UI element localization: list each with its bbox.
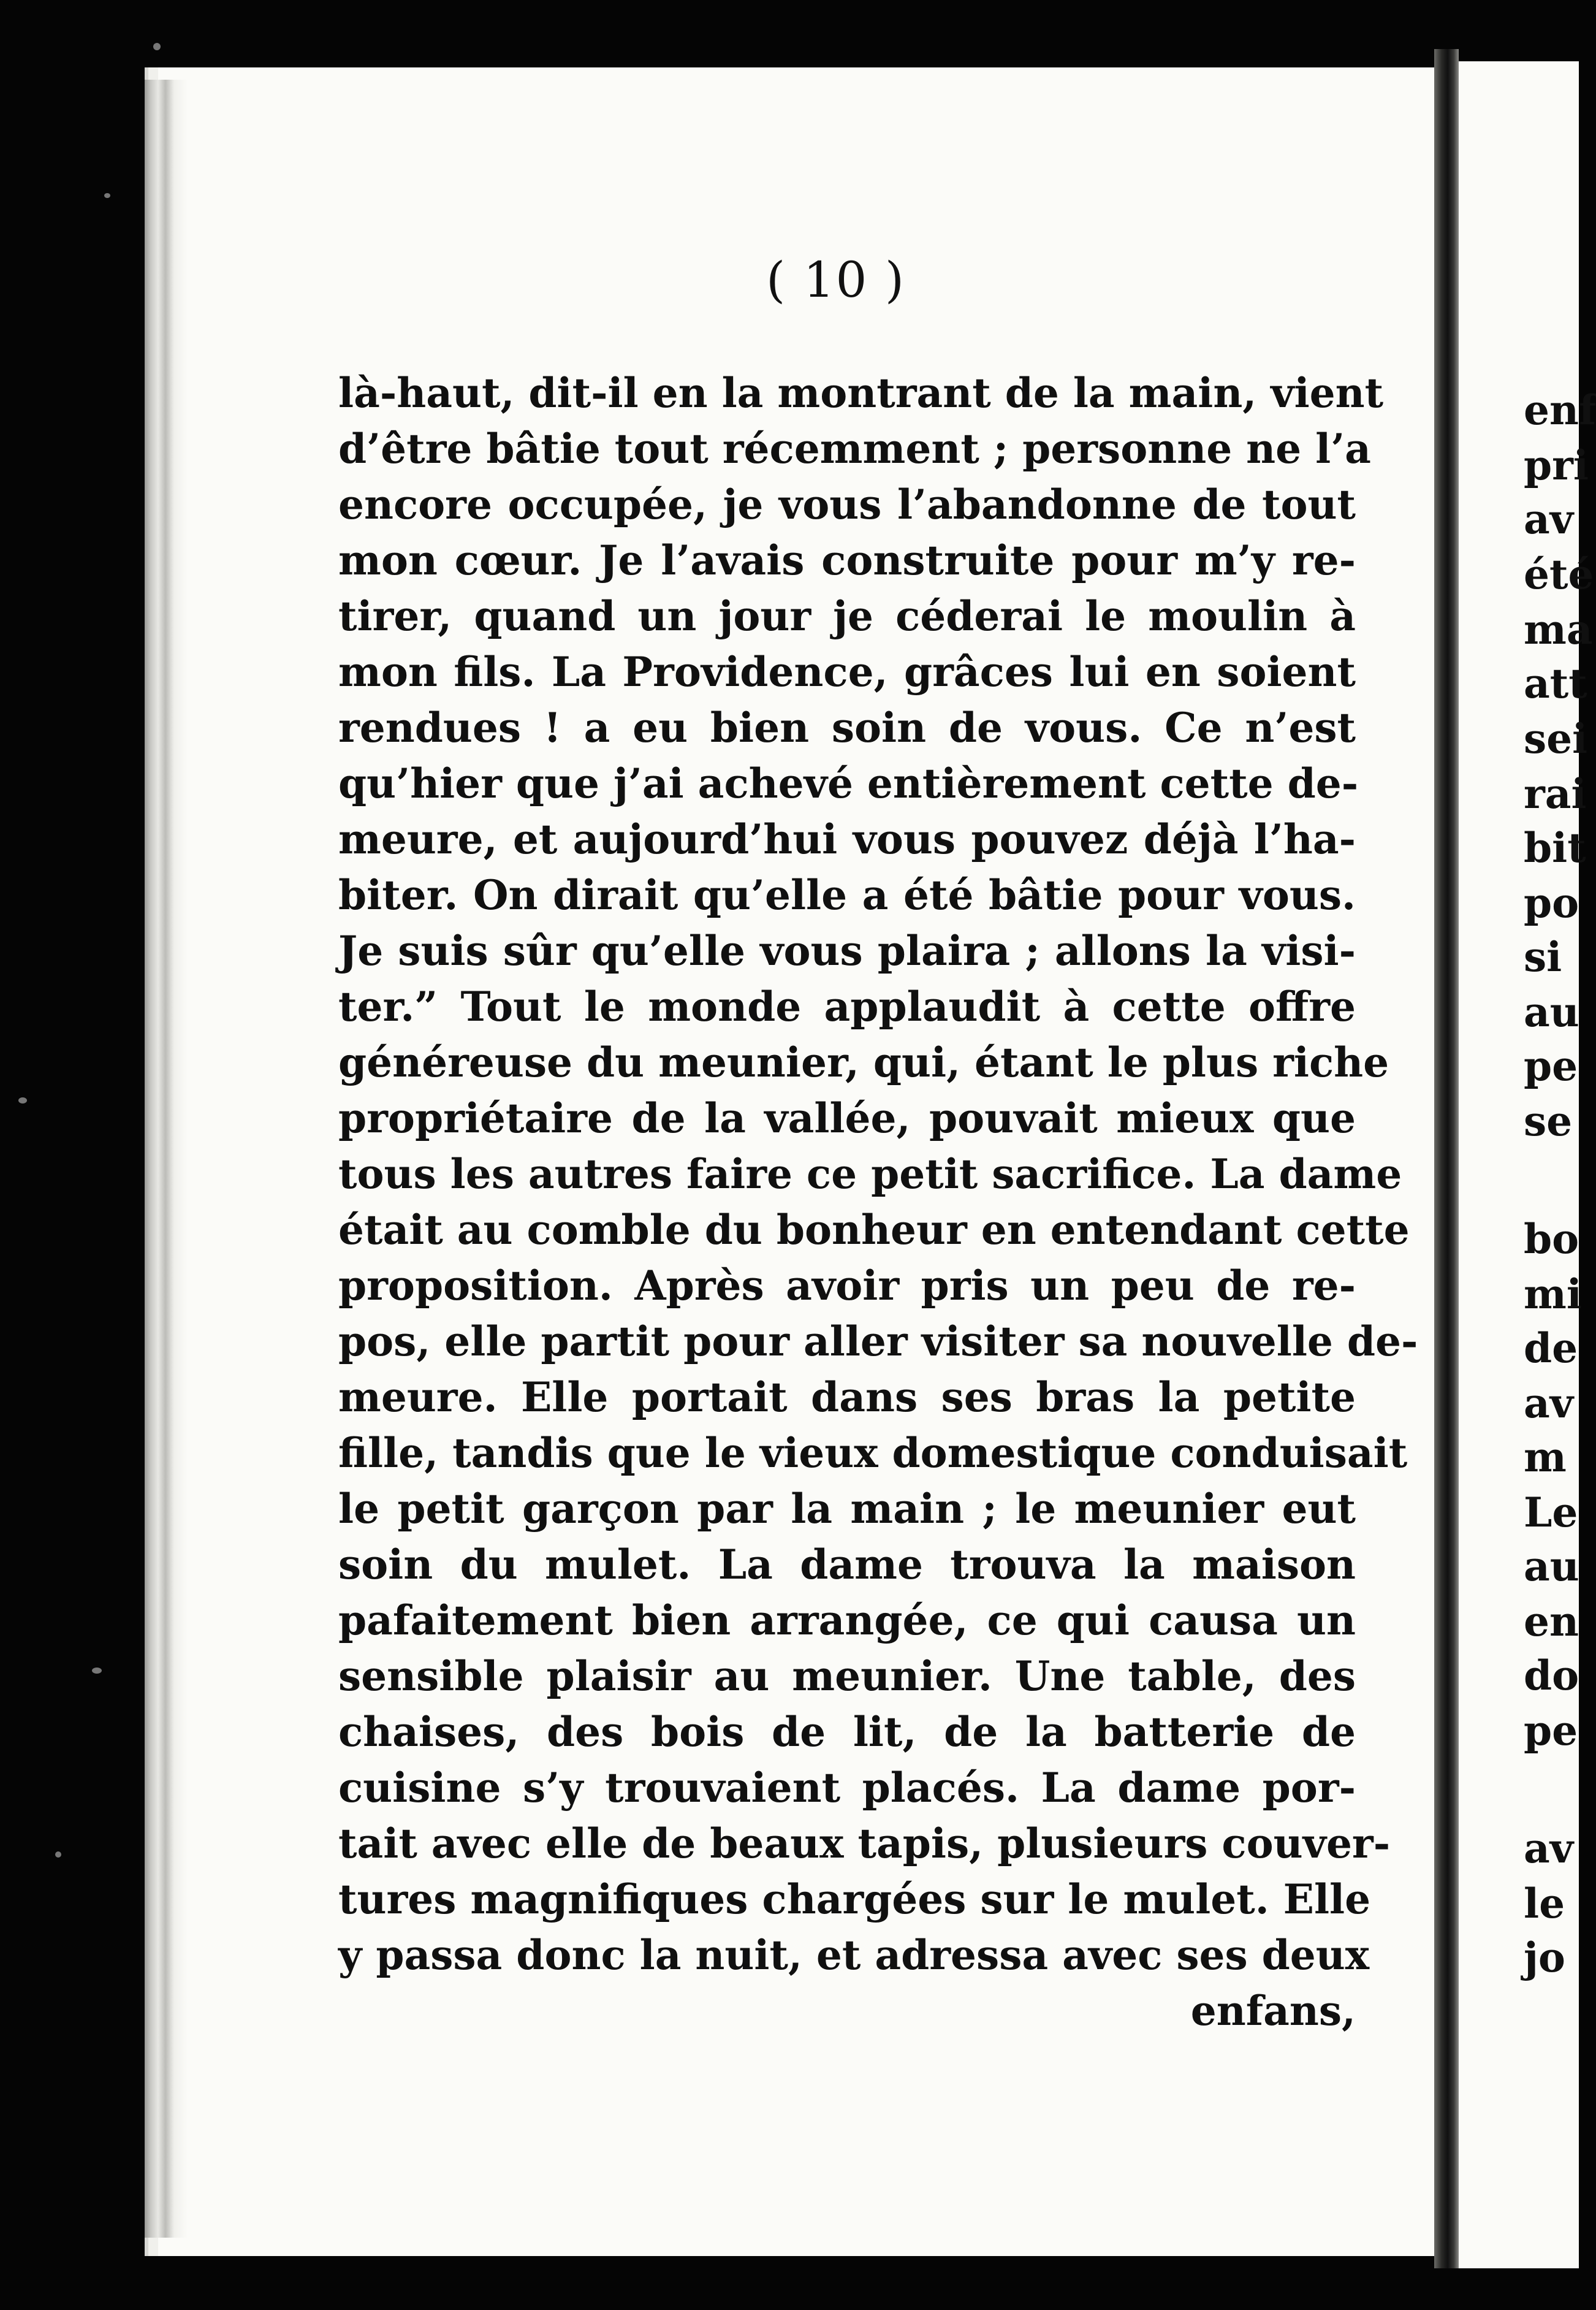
text-line: pos, elle partit pour aller visiter sa nouvelle de-: [338, 1317, 1418, 1365]
text-line: rendues ! a eu bien soin de vous. Ce n’est: [338, 704, 1356, 752]
body-text: [338, 365, 1418, 2039]
text-line: tous les autres faire ce petit sacrifice. La dame: [338, 1150, 1402, 1198]
fragment-line: se: [1524, 1097, 1573, 1145]
fragment-line: jo: [1524, 1934, 1565, 1981]
fragment-line: av: [1524, 495, 1574, 543]
text-line: fille, tandis que le vieux domestique conduisait: [338, 1429, 1408, 1477]
fragment-line: enf: [1524, 386, 1596, 434]
text-line: Je suis sûr qu’elle vous plaira ; allons la visi-: [338, 927, 1356, 975]
text-line: pafaitement bien arrangée, ce qui causa un: [338, 1596, 1356, 1644]
fragment-line: au: [1524, 1542, 1579, 1590]
fragment-line: av: [1524, 1379, 1574, 1427]
text-line: tait avec elle de beaux tapis, plusieurs couver-: [338, 1820, 1391, 1867]
text-line: encore occupée, je vous l’abandonne de tout: [338, 481, 1356, 528]
text-line: là-haut, dit-il en la montrant de la main, vient: [338, 369, 1384, 417]
fragment-line: Le: [1524, 1489, 1578, 1536]
fragment-line: do: [1524, 1652, 1579, 1699]
text-line: tures magnifiques chargées sur le mulet. Elle: [338, 1875, 1371, 1923]
fragment-line: le: [1524, 1880, 1565, 1927]
page-edge-shading: [145, 80, 188, 2238]
fragment-line: pri: [1524, 441, 1589, 489]
text-line: généreuse du meunier, qui, étant le plus riche: [338, 1039, 1389, 1086]
fragment-line: pe: [1524, 1707, 1578, 1755]
fragment-line: en: [1524, 1598, 1579, 1645]
text-line: d’être bâtie tout récemment ; personne ne l’a: [338, 425, 1371, 473]
text-line: mon cœur. Je l’avais construite pour m’y re-: [338, 536, 1356, 584]
fragment-line: rai: [1524, 770, 1587, 818]
fragment-line: bit: [1524, 824, 1586, 872]
fragment-line: m: [1524, 1433, 1567, 1481]
fragment-line: été: [1524, 551, 1594, 598]
page-number: ( 10 ): [766, 251, 906, 308]
text-line: meure. Elle portait dans ses bras la petite: [338, 1373, 1356, 1421]
text-line: sensible plaisir au meunier. Une table, des: [338, 1652, 1356, 1700]
fragment-line: au: [1524, 988, 1579, 1036]
fragment-line: pe: [1524, 1042, 1578, 1090]
text-line: mon fils. La Providence, grâces lui en soient: [338, 648, 1356, 696]
text-line: y passa donc la nuit, et adressa avec ses deux: [338, 1931, 1370, 1979]
text-line: le petit garçon par la main ; le meunier eut: [338, 1485, 1356, 1533]
text-line: qu’hier que j’ai achevé entièrement cette de-: [338, 760, 1359, 807]
fragment-line: av: [1524, 1824, 1574, 1872]
book-gutter: [1434, 49, 1459, 2268]
text-line: soin du mulet. La dame trouva la maison: [338, 1541, 1356, 1588]
text-line: biter. On dirait qu’elle a été bâtie pour vous.: [338, 871, 1356, 919]
fragment-line: ma: [1524, 606, 1593, 654]
text-line: était au comble du bonheur en entendant cette: [338, 1206, 1410, 1254]
fragment-line: de: [1524, 1324, 1578, 1372]
fragment-line: po: [1524, 879, 1579, 927]
text-line: ter.” Tout le monde applaudit à cette offre: [338, 983, 1356, 1031]
fragment-line: mi: [1524, 1270, 1582, 1318]
fragment-line: bo: [1524, 1215, 1579, 1263]
text-line: cuisine s’y trouvaient placés. La dame por-: [338, 1764, 1356, 1812]
fragment-line: att: [1524, 660, 1587, 707]
text-line: proposition. Après avoir pris un peu de re-: [338, 1262, 1356, 1309]
fragment-line: sei: [1524, 715, 1588, 763]
text-line: propriétaire de la vallée, pouvait mieux que: [338, 1094, 1356, 1142]
text-line: tirer, quand un jour je céderai le moulin à: [338, 592, 1356, 640]
fragment-line: si: [1524, 933, 1562, 981]
text-line: chaises, des bois de lit, de la batterie de: [338, 1708, 1356, 1756]
text-line: meure, et aujourd’hui vous pouvez déjà l’ha-: [338, 815, 1356, 863]
catchword: enfans,: [1190, 1987, 1356, 2035]
